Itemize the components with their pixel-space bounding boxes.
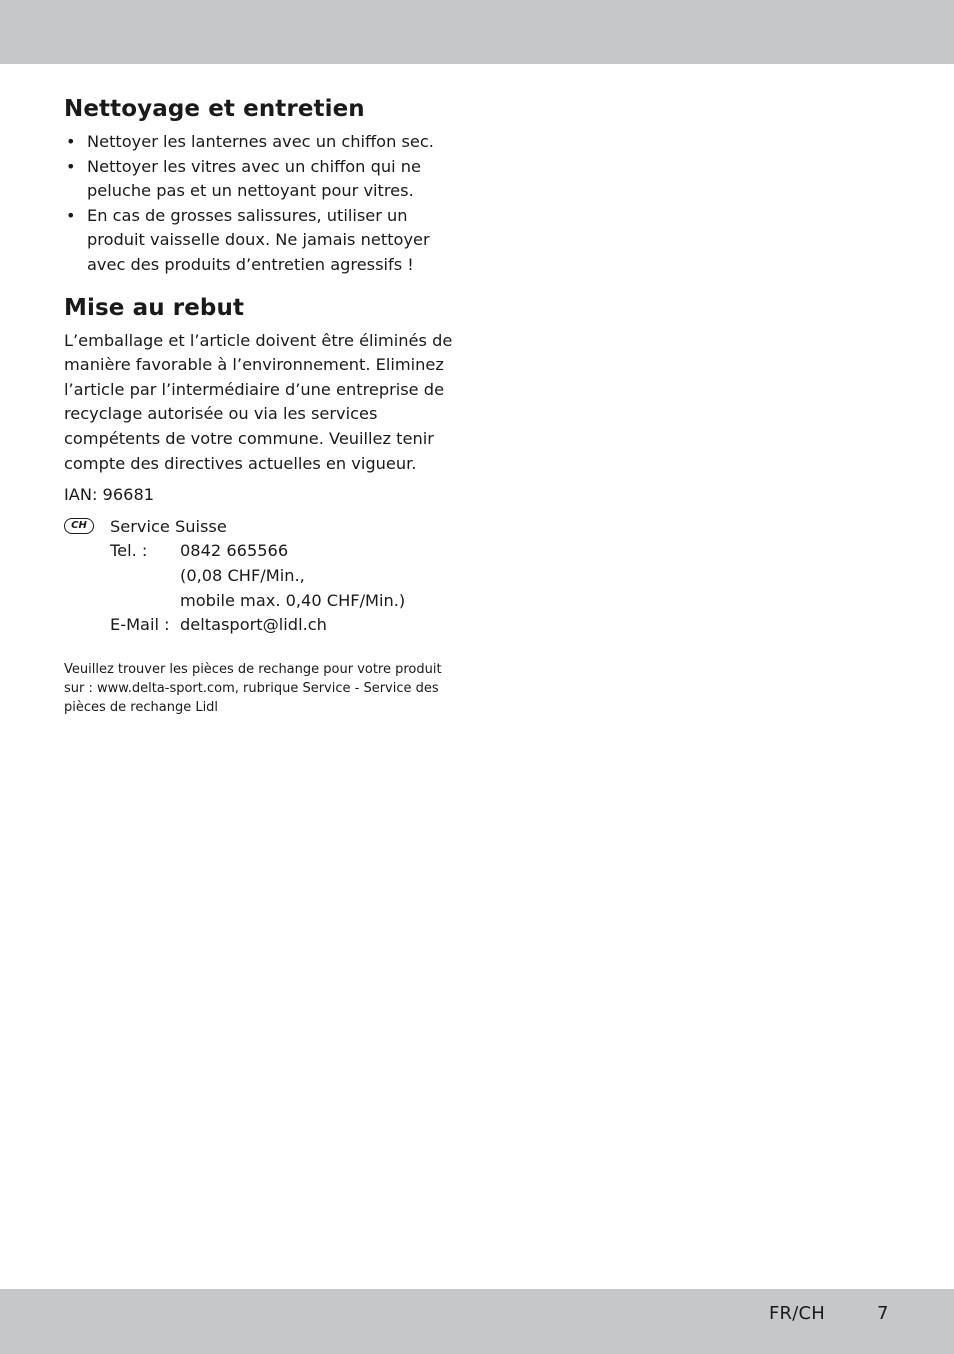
tel-label: Tel. : (110, 541, 148, 561)
bullet-icon: • (66, 156, 76, 176)
ian-number: IAN: 96681 (64, 485, 155, 505)
heading-disposal: Mise au rebut (64, 294, 245, 321)
service-block (64, 515, 464, 638)
rate-line-2: mobile max. 0,40 CHF/Min.) (180, 590, 406, 610)
list-item: • Nettoyer les lanternes avec un chiffon sec. (64, 130, 464, 155)
ch-country-icon: CH (64, 518, 94, 534)
service-name: Service Suisse (110, 516, 227, 536)
spare-parts-note: Veuillez trouver les pièces de rechange pour votre produit sur : www.delta-sport.com, rubrique Service - Service des pièces de rechange Lidl (64, 661, 442, 715)
footer-language: FR/CH (769, 1303, 826, 1324)
email-label: E-Mail : (110, 615, 170, 635)
list-item: • Nettoyer les vitres avec un chiffon qui ne peluche pas et un nettoyant pour vitres. (66, 156, 421, 201)
rate-line-1: (0,08 CHF/Min., (180, 565, 305, 585)
content-column (64, 92, 464, 717)
bullet-icon: • (66, 132, 76, 151)
list-item: • En cas de grosses salissures, utiliser un produit vaisselle doux. Ne jamais nettoyer avec des produits d’entretien agressifs ! (66, 205, 430, 274)
page-number: 7 (877, 1303, 889, 1324)
email-value: deltasport@lidl.ch (180, 615, 327, 635)
header-band (0, 0, 954, 64)
heading-cleaning: Nettoyage et entretien (64, 96, 365, 122)
cleaning-list (64, 130, 464, 278)
tel-value: 0842 665566 (180, 541, 289, 561)
bullet-icon: • (66, 205, 76, 225)
disposal-text: L’emballage et l’article doivent être éliminés de manière favorable à l’environnement. Eliminez l’article par l’intermédiaire d’une entreprise de recyclage autorisée ou via les services compétents de votre commune. Veuillez tenir compte des directives actuelles en vigueur. (64, 330, 453, 473)
